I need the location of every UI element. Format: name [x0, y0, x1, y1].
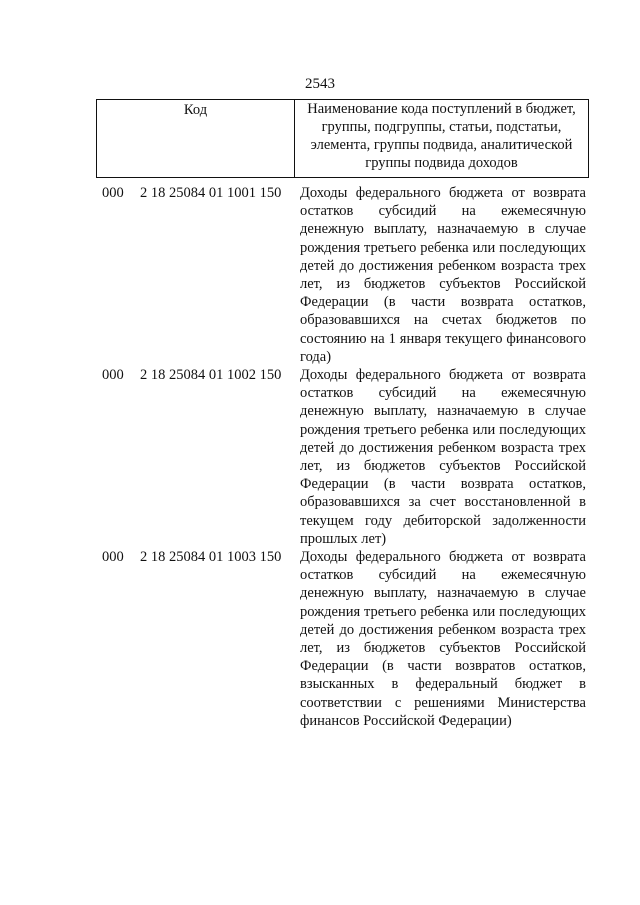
income-code: 2 18 25084 01 1003 150: [140, 549, 282, 566]
table-row: [0, 184, 640, 366]
admin-code: 000: [102, 549, 124, 566]
name-column-header: Наименование кода поступлений в бюджет, группы, подгруппы, статьи, подстатьи, элемента, группы подвида, аналитической группы подвида доходов: [295, 100, 589, 178]
income-description: Доходы федерального бюджета от возврата остатков субсидий на ежемесячную денежную выплату, назначаемую в случае рождения третьего ребенка или последующих детей до достижения ребенком возраста трех лет, из бюджетов субъектов Российской Федерации (в части возвратов остатков, взысканных в федеральный бюджет в соответствии с решениями Министерства финансов Российской Федерации): [300, 549, 586, 729]
income-code-list: [0, 184, 640, 730]
admin-code: 000: [102, 185, 124, 201]
admin-code: 000: [102, 367, 124, 384]
income-code: 2 18 25084 01 1001 150: [140, 185, 282, 201]
income-code: 2 18 25084 01 1002 150: [140, 367, 282, 384]
header-row: [97, 100, 589, 178]
table-row: [0, 366, 640, 548]
page-number: 2543: [305, 76, 335, 92]
header-table: [96, 99, 589, 178]
table-row: [0, 548, 640, 730]
income-description: Доходы федерального бюджета от возврата остатков субсидий на ежемесячную денежную выплату, назначаемую в случае рождения третьего ребенка или последующих детей до достижения ребенком возраста трех лет, из бюджетов субъектов Российской Федерации (в части возврата остатков, образовавшихся на счетах бюджетов по состоянию на 1 января текущего финансового года): [300, 185, 586, 365]
income-description: Доходы федерального бюджета от возврата остатков субсидий на ежемесячную денежную выплату, назначаемую в случае рождения третьего ребенка или последующих детей до достижения ребенком возраста трех лет, из бюджетов субъектов Российской Федерации (в части возврата остатков, образовавшихся за счет восстановленной в текущем году дебиторской задолженности прошлых лет): [300, 367, 586, 547]
code-column-header: Код: [97, 100, 295, 178]
